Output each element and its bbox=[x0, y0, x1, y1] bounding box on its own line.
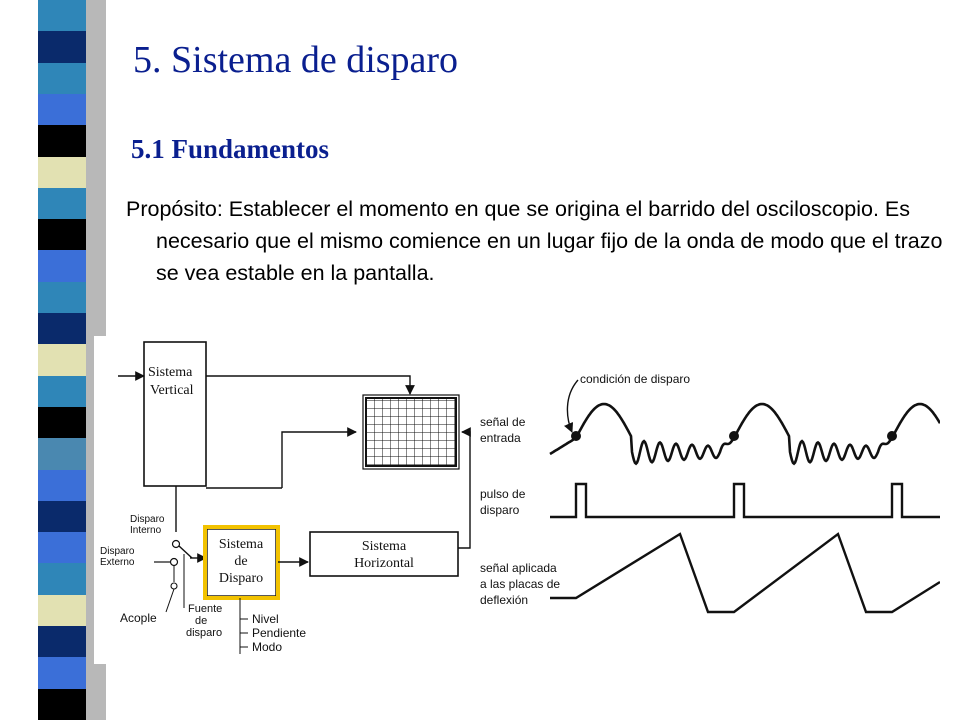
disparo-interno-2: Interno bbox=[130, 525, 162, 536]
senal-entrada-2: entrada bbox=[480, 431, 521, 445]
trigger-point-2 bbox=[729, 431, 739, 441]
pulso-label-2: disparo bbox=[480, 503, 520, 517]
stripe-segment bbox=[38, 689, 86, 720]
trigger-point-3 bbox=[887, 431, 897, 441]
stripe-segment bbox=[38, 250, 86, 282]
stripe-segment bbox=[38, 31, 86, 63]
section-subtitle: 5.1 Fundamentos bbox=[131, 134, 330, 164]
disparo-externo-1: Disparo bbox=[100, 546, 135, 557]
stripe-segment bbox=[38, 157, 86, 189]
pulso-label-1: pulso de bbox=[480, 487, 526, 501]
fuente-label-2: de bbox=[195, 615, 208, 627]
acople-leader bbox=[166, 589, 174, 612]
aplicada-label-3: deflexión bbox=[480, 593, 529, 607]
acople-contact bbox=[171, 583, 177, 589]
disparo-externo-2: Externo bbox=[100, 557, 135, 568]
purpose-paragraph: Propósito: Establecer el momento en que se origina el barrido del osciloscopio. Es necesario que el mismo comience en un lugar fijo de la onda de modo que el trazo se vea estable en la pantalla. bbox=[126, 197, 943, 285]
modo-label: Modo bbox=[252, 640, 283, 654]
stripe-segment bbox=[38, 438, 86, 470]
vertical-system-block bbox=[144, 342, 206, 486]
condicion-label: condición de disparo bbox=[580, 372, 691, 386]
stripe-segment bbox=[38, 188, 86, 220]
stripe-segment bbox=[38, 532, 86, 564]
internal-contact bbox=[173, 541, 180, 548]
trigger-pulse-waveform bbox=[550, 484, 940, 517]
stripe-segment bbox=[38, 501, 86, 533]
vertical-label-2: Vertical bbox=[150, 383, 194, 398]
fuente-label-1: Fuente bbox=[188, 603, 223, 615]
disparo-interno-1: Disparo bbox=[130, 514, 165, 525]
stripe-segment bbox=[38, 344, 86, 376]
horizontal-label-1: Sistema bbox=[361, 539, 407, 554]
stripe-segment bbox=[38, 219, 86, 251]
acople-label: Acople bbox=[120, 611, 157, 625]
trigger-point-1 bbox=[571, 431, 581, 441]
trigger-label-2: de bbox=[234, 554, 248, 569]
vertical-to-screen-arrow bbox=[206, 376, 410, 394]
decorative-stripe-bar bbox=[38, 0, 86, 720]
stripe-segment bbox=[38, 63, 86, 95]
oscilloscope-screen bbox=[363, 395, 459, 469]
stripe-segment bbox=[38, 0, 86, 32]
stripe-segment bbox=[38, 470, 86, 502]
trigger-label-3: Disparo bbox=[218, 571, 264, 586]
fuente-label-3: disparo bbox=[186, 627, 223, 639]
pendiente-label: Pendiente bbox=[252, 626, 307, 640]
stripe-segment bbox=[38, 94, 86, 126]
trigger-system-figure bbox=[94, 336, 940, 664]
stripe-segment bbox=[38, 657, 86, 689]
stripe-segment bbox=[38, 626, 86, 658]
aplicada-label-2: a las placas de bbox=[480, 577, 561, 591]
feedback-arrow-right bbox=[458, 432, 470, 548]
condicion-pointer bbox=[567, 380, 578, 432]
sweep-sawtooth-waveform bbox=[550, 534, 940, 612]
stripe-segment bbox=[38, 407, 86, 439]
nivel-label: Nivel bbox=[252, 612, 279, 626]
aplicada-label-1: señal aplicada bbox=[480, 561, 557, 575]
stripe-segment bbox=[38, 595, 86, 627]
input-signal-waveform bbox=[550, 404, 940, 464]
trigger-system-block bbox=[205, 527, 278, 598]
horizontal-system-block bbox=[310, 532, 458, 576]
horizontal-label-2: Horizontal bbox=[354, 556, 414, 571]
senal-entrada-1: señal de bbox=[480, 415, 526, 429]
stripe-segment bbox=[38, 563, 86, 595]
trigger-label-1: Sistema bbox=[218, 537, 264, 552]
stripe-segment bbox=[38, 282, 86, 314]
block-diagram-and-waveforms bbox=[94, 336, 940, 664]
stripe-segment bbox=[38, 313, 86, 345]
vertical-label-1: Sistema bbox=[148, 365, 193, 380]
stripe-segment bbox=[38, 376, 86, 408]
external-contact bbox=[171, 559, 178, 566]
slide-title: 5. Sistema de disparo bbox=[133, 39, 459, 81]
stripe-segment bbox=[38, 125, 86, 157]
feedback-arrow-left bbox=[282, 432, 356, 488]
source-switch bbox=[179, 546, 192, 558]
